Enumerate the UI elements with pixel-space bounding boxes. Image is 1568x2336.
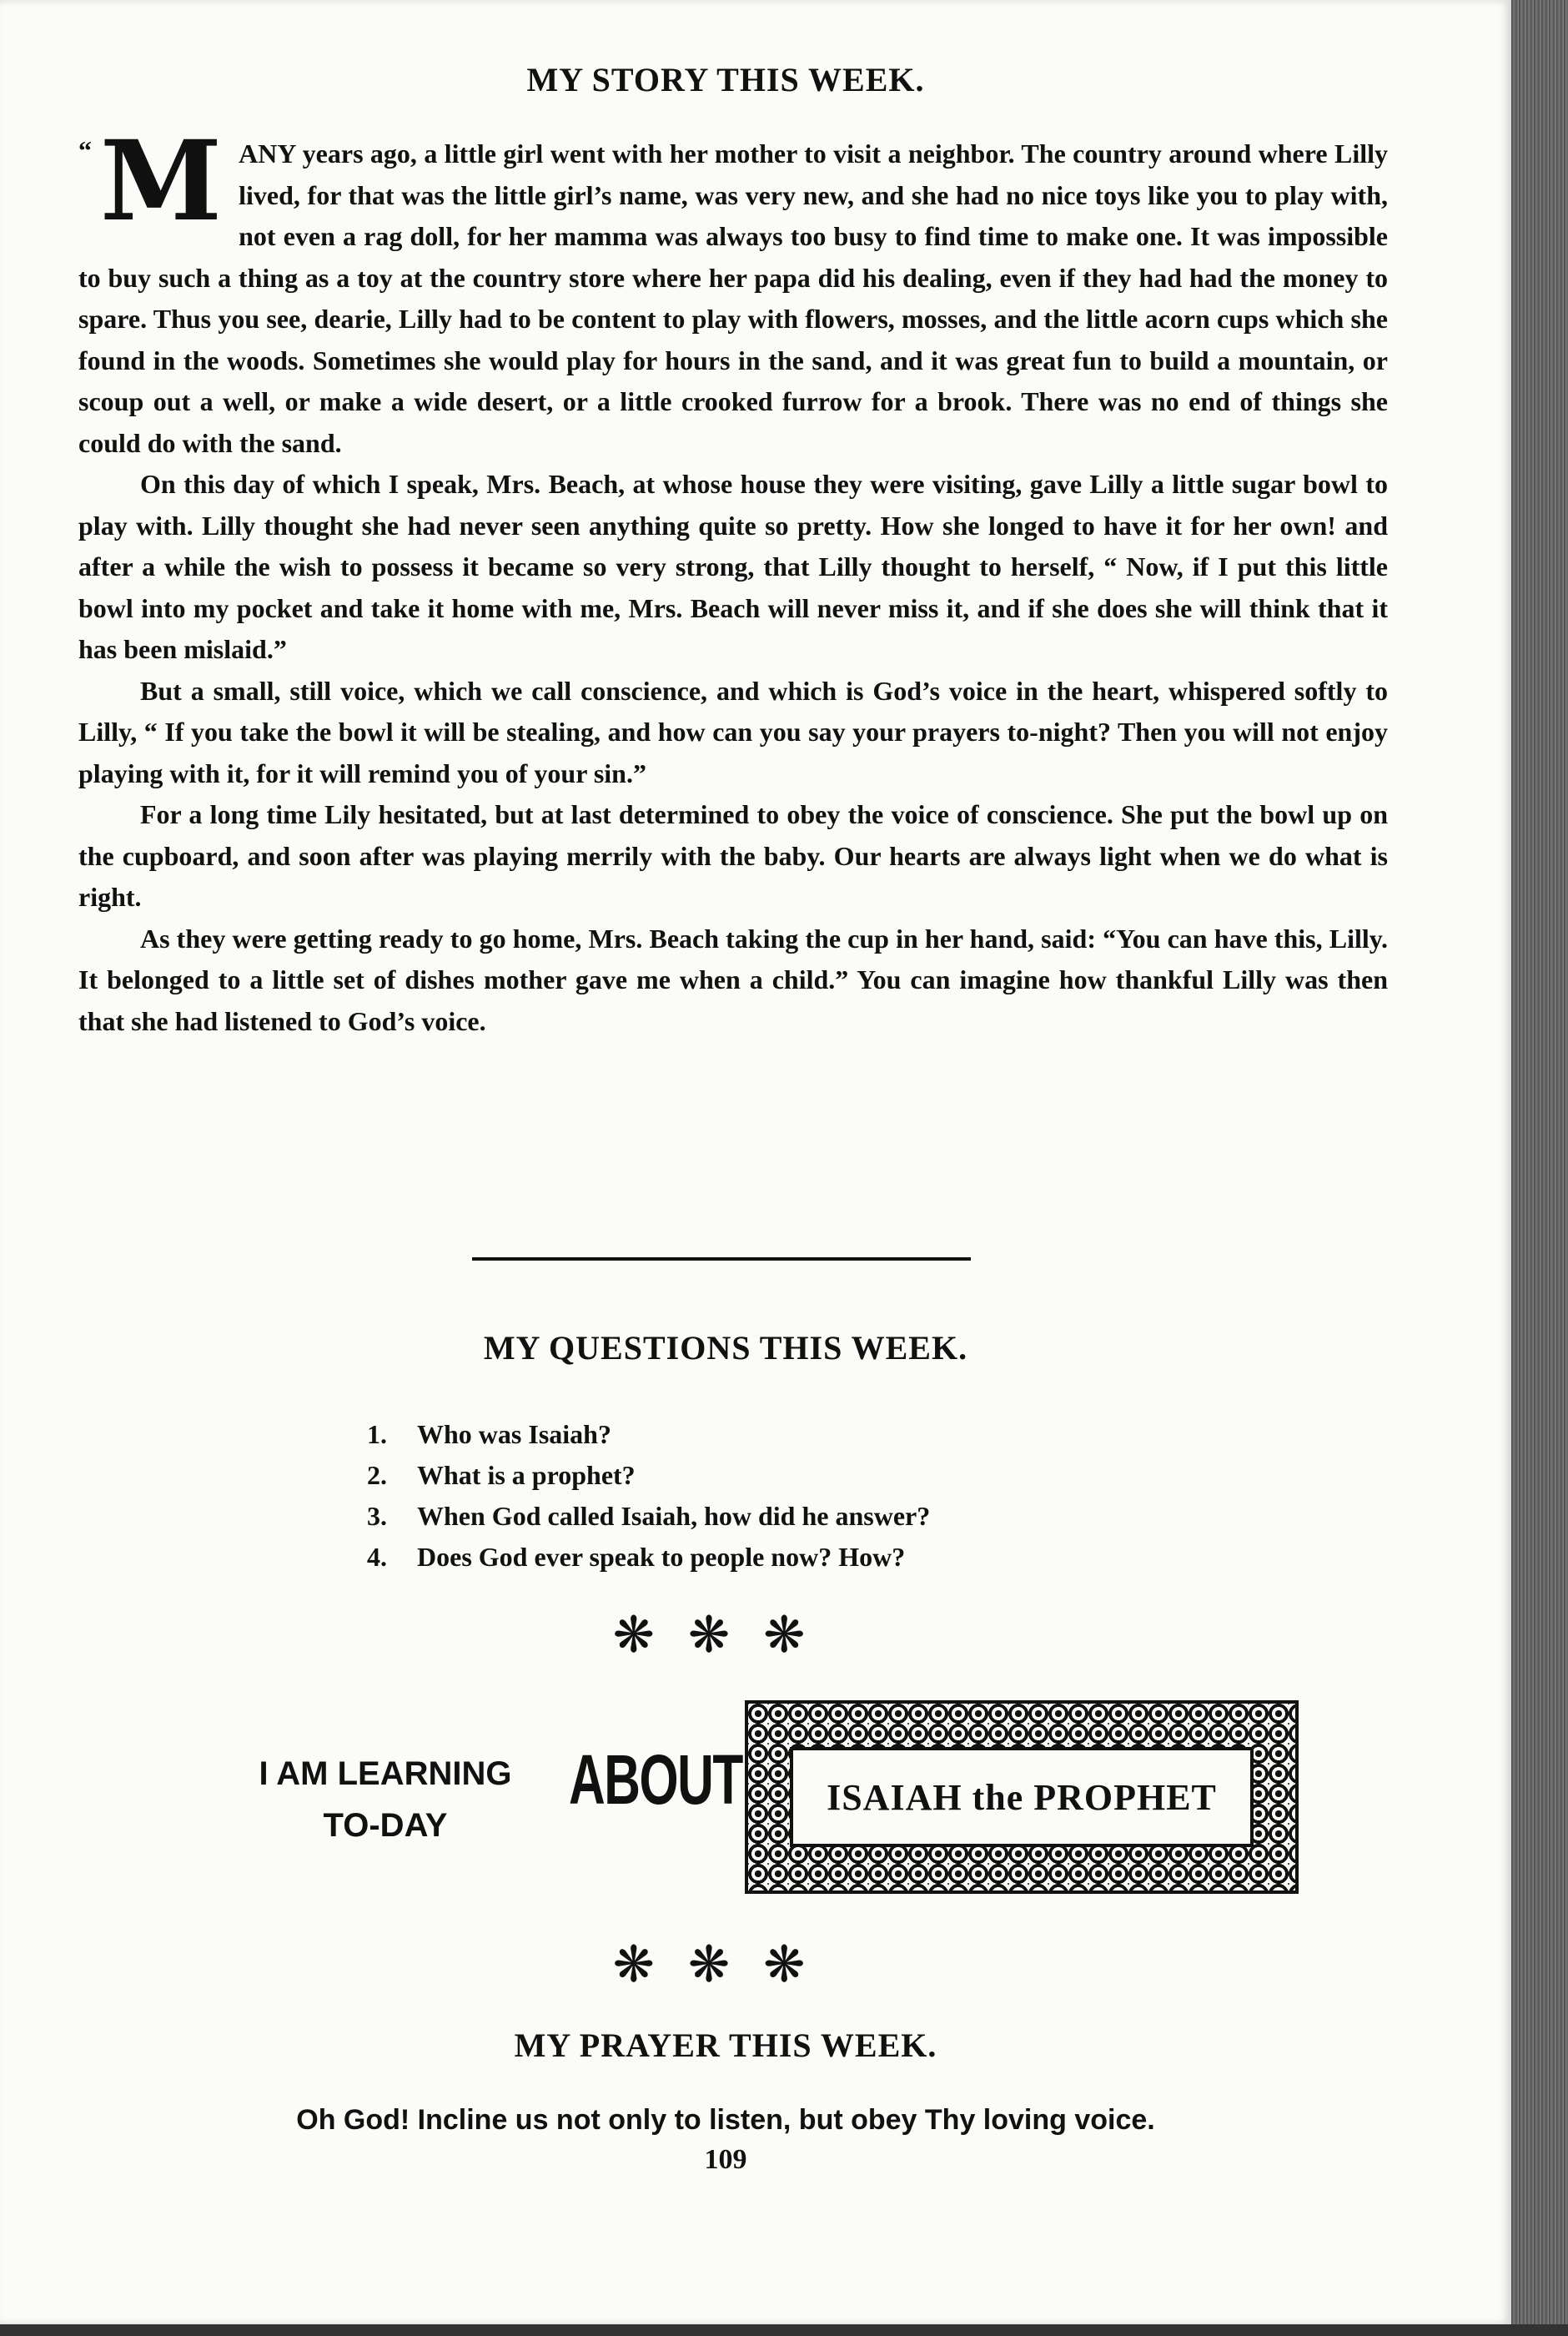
question-number: 2. <box>367 1460 387 1490</box>
page-number: 109 <box>704 2144 747 2175</box>
learning-about-word: ABOUT <box>569 1740 742 1819</box>
questions-list <box>367 1414 930 1578</box>
learning-caption <box>219 1748 552 1851</box>
question-text: When God called Isaiah, how did he answer? <box>417 1501 931 1531</box>
drop-cap-letter: M <box>100 117 223 246</box>
story-paragraph <box>78 117 1388 464</box>
book-page-edges <box>1511 0 1568 2336</box>
question-item <box>367 1414 930 1455</box>
page-bottom-shadow <box>0 2324 1568 2336</box>
topic-title: ISAIAH the PROPHET <box>790 1747 1254 1847</box>
learning-line-2: TO-DAY <box>323 1807 448 1844</box>
topic-ornamental-frame <box>745 1700 1299 1894</box>
story-paragraph: For a long time Lily hesitated, but at last determined to obey the voice of conscience. She put the bowl up on the cupboard, and soon after was playing merrily with the baby. Our hearts are always light when we do what is right. <box>78 799 1388 912</box>
question-item <box>367 1496 930 1537</box>
star-ornament-icon: ❋❋❋ <box>612 1606 839 1664</box>
section-divider <box>472 1257 971 1261</box>
question-number: 4. <box>367 1542 387 1572</box>
question-item <box>367 1455 930 1496</box>
story-heading: MY STORY THIS WEEK. <box>526 61 925 98</box>
question-text: Who was Isaiah? <box>417 1419 611 1449</box>
prayer-heading: MY PRAYER THIS WEEK. <box>514 2026 937 2064</box>
question-text: Does God ever speak to people now? How? <box>417 1542 906 1572</box>
question-number: 3. <box>367 1501 387 1531</box>
story-paragraph: But a small, still voice, which we call conscience, and which is God’s voice in the heart, whispered softly to Lilly, “ If you take the bowl it will be stealing, and how can you say your prayers to-night? Then you will not enjoy playing with it, for it will remind you of your sin.” <box>78 675 1388 788</box>
star-ornament-icon: ❋❋❋ <box>612 1936 839 1994</box>
questions-heading: MY QUESTIONS THIS WEEK. <box>483 1329 968 1367</box>
story-body <box>78 117 1388 1042</box>
story-paragraph-text: ANY years ago, a little girl went with her mother to visit a neighbor. The country around where Lilly lived, for that was the little girl’s name, was very new, and she had no nice toys like you to play with, not even a rag doll, for her mamma was always too busy to find time to make one. It was impossible to buy such a thing as a toy at the country store where her papa did his dealing, even if they had had the money to spare. Thus you see, dearie, Lilly had to be content to play with flowers, mosses, and the little acorn cups which she found in the woods. Sometimes she would play for hours in the sand, and it was great fun to build a mountain, or scoup out a well, or make a wide desert, or a little crooked furrow for a brook. There was no end of things she could do with the sand. <box>78 138 1388 458</box>
question-text: What is a prophet? <box>417 1460 636 1490</box>
question-number: 1. <box>367 1419 387 1449</box>
opening-quote-mark: “ <box>78 135 92 165</box>
question-item <box>367 1537 930 1578</box>
prayer-text: Oh God! Incline us not only to listen, but obey Thy loving voice. <box>296 2104 1155 2136</box>
story-paragraph: As they were getting ready to go home, Mrs. Beach taking the cup in her hand, said: “You can have this, Lilly. It belonged to a little set of dishes mother gave me when a child.” You can imagine how thankful Lilly was then that she had listened to God’s voice. <box>78 923 1388 1036</box>
story-paragraph: On this day of which I speak, Mrs. Beach, at whose house they were visiting, gave Lilly a little sugar bowl to play with. Lilly thought she had never seen anything quite so pretty. How she longed to have it for her own! and after a while the wish to possess it became so very strong, that Lilly thought to herself, “ Now, if I put this little bowl into my pocket and take it home with me, Mrs. Beach will never miss it, and if she does she will think that it has been mislaid.” <box>78 469 1388 664</box>
learning-line-1: I AM LEARNING <box>259 1755 512 1792</box>
